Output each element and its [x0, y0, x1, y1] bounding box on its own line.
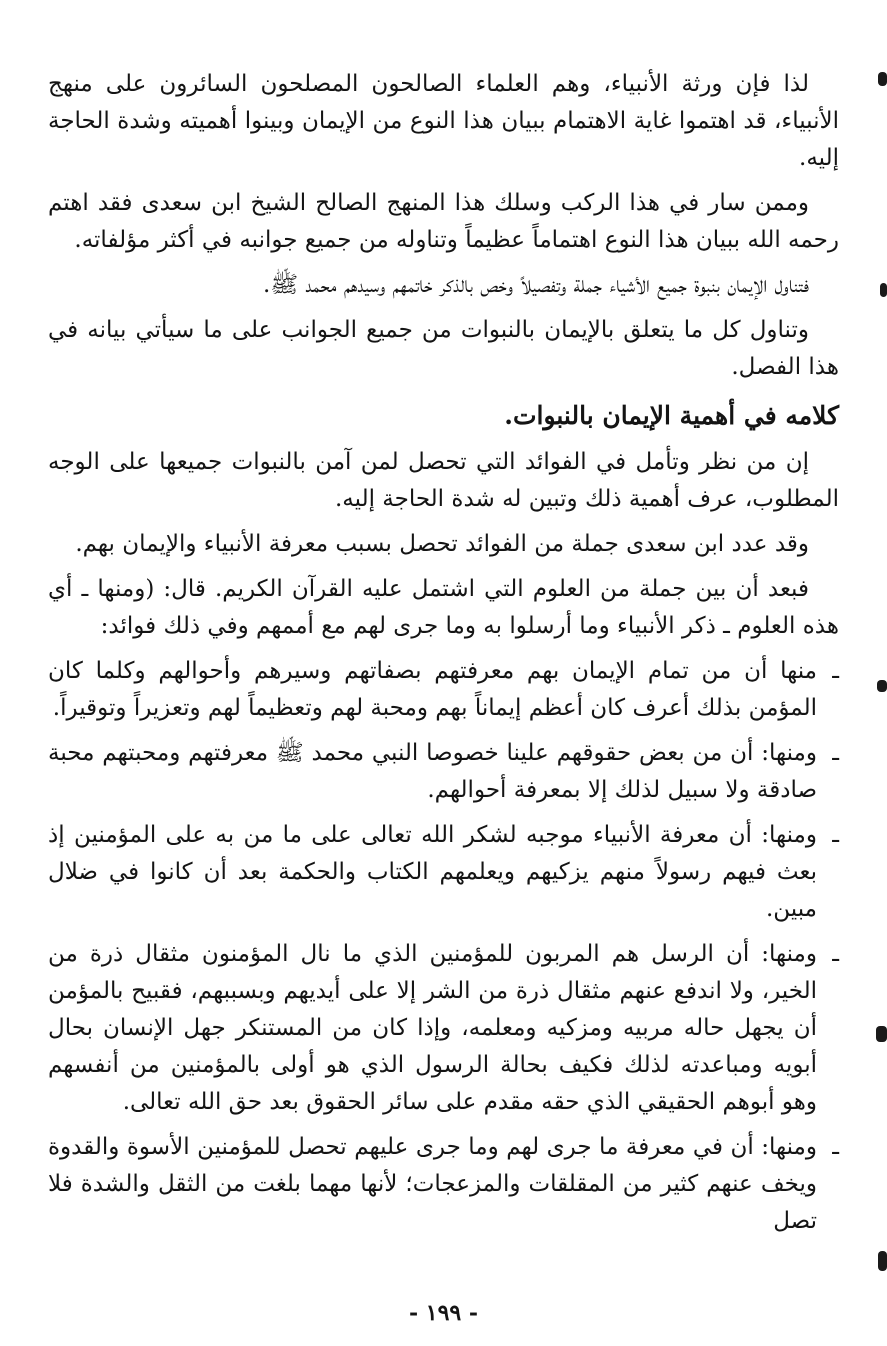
paragraph: وتناول كل ما يتعلق بالإيمان بالنبوات من جميع الجوانب على ما سيأتي بيانه في هذا الفصل.: [48, 317, 839, 380]
list-dash: ـ: [832, 822, 839, 848]
section-heading: كلامه في أهمية الإيمان بالنبوات.: [504, 401, 839, 430]
list-item: [48, 1129, 839, 1240]
page-number: - ١٩٩ -: [408, 1300, 479, 1326]
scan-edge-mark: [880, 283, 887, 297]
list-dash: ـ: [832, 658, 839, 684]
list-item: [48, 817, 839, 928]
list-item: [48, 735, 839, 809]
paragraph: وممن سار في هذا الركب وسلك هذا المنهج الصالح الشيخ ابن سعدى فقد اهتم رحمه الله ببيان هذا النوع اهتماماً عظيماً وتناوله من جميع جوانبه في أكثر مؤلفاته.: [48, 190, 839, 253]
scan-edge-mark: [876, 1026, 887, 1042]
paragraph: فتناول الإيمان بنبوة جميع الأشياء جملة وتفصيلاً وخص بالذكر خاتمهم وسيدهم محمد ﷺ.: [263, 272, 809, 298]
paragraph: وقد عدد ابن سعدى جملة من الفوائد تحصل بسبب معرفة الأنبياء والإيمان بهم.: [75, 531, 809, 557]
list-item: [48, 653, 839, 727]
paragraph: لذا فإن ورثة الأنبياء، وهم العلماء الصالحون المصلحون السائرون على منهج الأنبياء، قد اهتموا غاية الاهتمام ببيان هذا النوع من الإيمان وبينوا أهميته وشدة الحاجة إليه.: [48, 71, 839, 171]
scan-edge-mark: [878, 72, 887, 86]
list-item: [48, 936, 839, 1121]
scan-edge-mark: [878, 1251, 887, 1271]
list-item-text: ومنها: أن معرفة الأنبياء موجبه لشكر الله تعالى على ما من به على المؤمنين إذ بعث فيهم رسولاً منهم يزكيهم ويعلمهم الكتاب والحكمة بعد أن كانوا في ضلال مبين.: [48, 822, 817, 922]
list-dash: ـ: [832, 740, 839, 766]
list-item-text: ومنها: أن الرسل هم المربون للمؤمنين الذي ما نال المؤمنون مثقال ذرة من الخير، ولا اندفع عنهم مثقال ذرة من الشر إلا على أيديهم وبسببهم، فقبيح بالمؤمن أن يجهل حاله مربيه ومزكيه ومعلمه، وإذا كان من المستنكر جهل الإنسان بحال أبويه ومباعدته لذلك فكيف بحالة الرسول الذي هو أولى بالمؤمنين من أنفسهم وهو أبوهم الحقيقي الذي حقه مقدم على سائر الحقوق بعد حق الله تعالى.: [48, 941, 817, 1115]
scan-edge-mark: [877, 680, 887, 692]
list-item-text: ومنها: أن في معرفة ما جرى لهم وما جرى عليهم تحصل للمؤمنين الأسوة والقدوة ويخف عنهم كثير من المقلقات والمزعجات؛ لأنها مهما بلغت من الثقل والشدة فلا تصل: [48, 1134, 817, 1234]
list-dash: ـ: [832, 941, 839, 967]
paragraph: إن من نظر وتأمل في الفوائد التي تحصل لمن آمن بالنبوات جميعها على الوجه المطلوب، عرف أهمية ذلك وتبين له شدة الحاجة إليه.: [48, 449, 839, 512]
list-item-text: منها أن من تمام الإيمان بهم معرفتهم بصفاتهم وسيرهم وأحوالهم وكلما كان المؤمن بذلك أعرف كان أعظم إيماناً بهم ومحبة لهم وتعظيماً لهم وتعزيراً وتوقيراً.: [48, 658, 817, 721]
paragraph: فبعد أن بين جملة من العلوم التي اشتمل عليه القرآن الكريم. قال: (ومنها ـ أي هذه العلوم ـ ذكر الأنبياء وما أرسلوا به وما جرى لهم مع أممهم وفي ذلك فوائد:: [48, 576, 839, 639]
page-body-text: [48, 66, 839, 1248]
list-dash: ـ: [832, 1134, 839, 1160]
list-item-text: ومنها: أن من بعض حقوقهم علينا خصوصا النبي محمد ﷺ معرفتهم ومحبتهم محبة صادقة ولا سبيل لذلك إلا بمعرفة أحوالهم.: [48, 740, 817, 803]
